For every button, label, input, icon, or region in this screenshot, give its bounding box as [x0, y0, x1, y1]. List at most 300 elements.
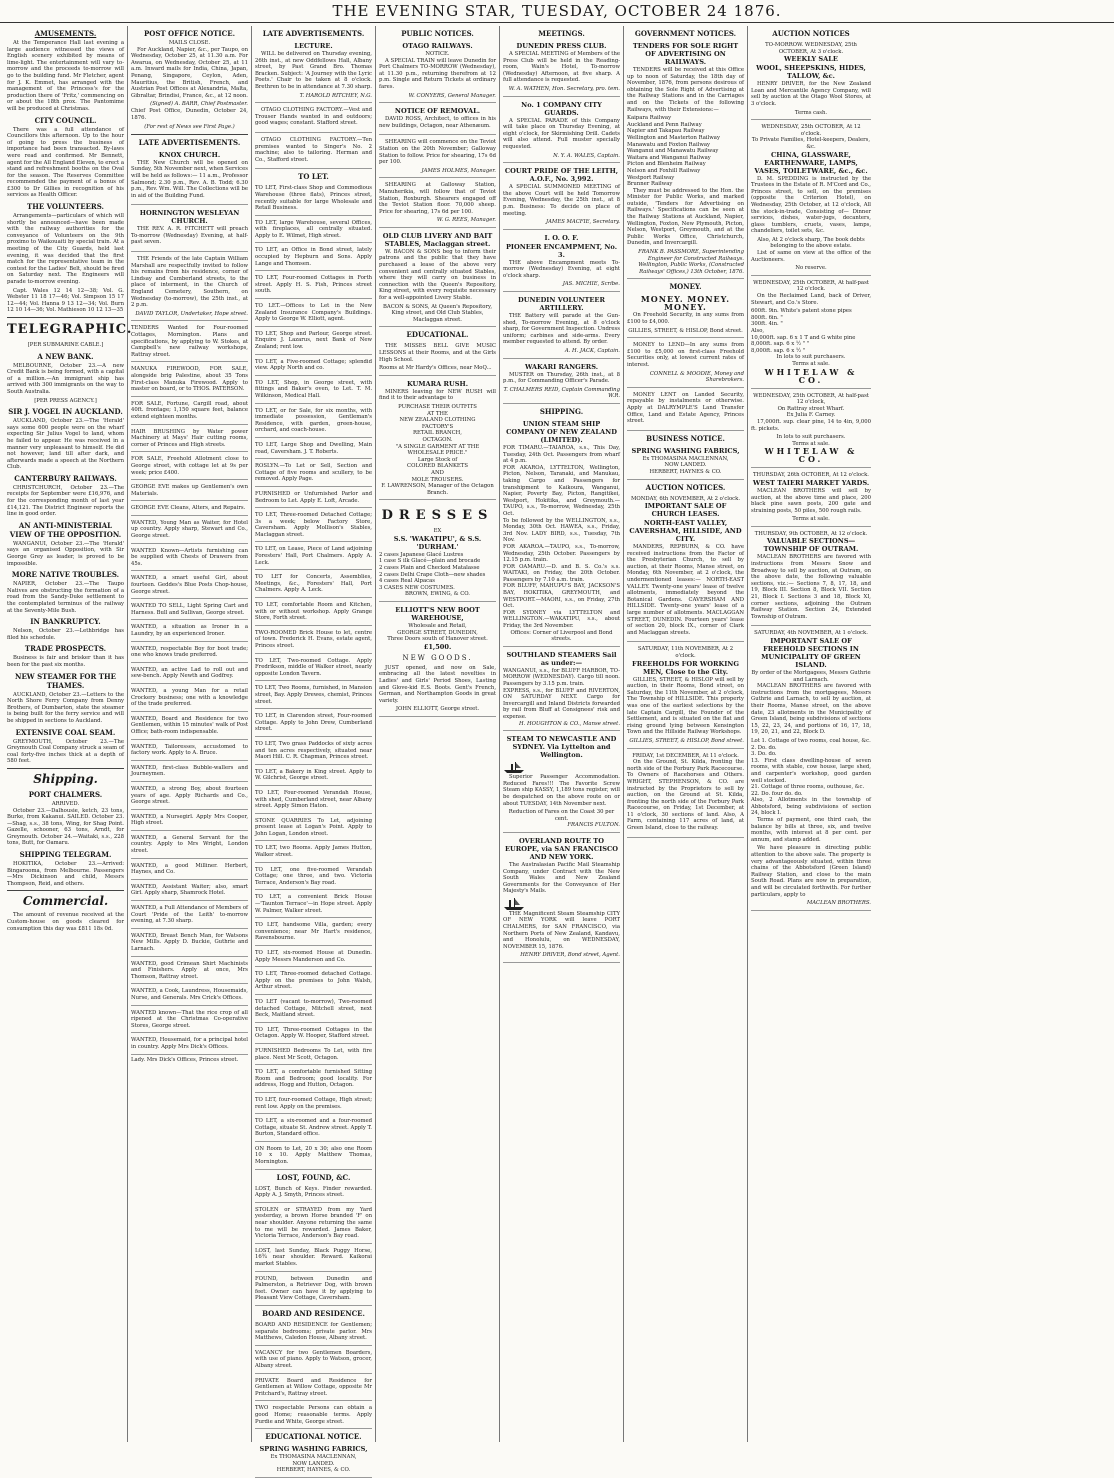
advert — [503, 835, 620, 963]
small-advert: WANTED, Tailoresses, accustomed to factory work. Apply to A. Bruce. — [131, 742, 248, 761]
advert-heading: VALUABLE SECTIONS—TOWNSHIP OF OUTRAM. — [763, 537, 859, 554]
sailing-item: FOR TIMARU.—TAIAROA, s.s., This Day, Tuesday, 24th Oct. Passengers from wharf at 4 p.m. — [503, 445, 620, 465]
small-advert: GEORGE EVE makes up Gentlemen's own Materials. — [131, 482, 248, 501]
advert-text: GEORGE STREET, DUNEDIN, — [397, 629, 478, 636]
source-note: [PER SUBMARINE CABLE.] — [27, 341, 104, 348]
section-heading: BUSINESS NOTICE. — [646, 433, 725, 443]
advert-text: A SPECIAL PARADE of this Company will take place on Thursday Evening, at eight o'clock, for Skirmishing Drill. Cadets will also attend. Full muster specially requested. — [503, 117, 620, 150]
advert-text: THE Battery will parade at the Gun-shed, To-morrow Evening, at 8 o'clock sharp, for Government Inspection. Undress uniform; carbines and side-arms. Every member requested to attend. By order. — [503, 313, 620, 346]
advert — [131, 149, 248, 206]
advert-text: On Rattray street Wharf. — [777, 405, 845, 412]
signature: T. HAROLD RITCHEY, N.G. — [299, 92, 372, 99]
advert — [379, 604, 496, 717]
advert-heading: WEEKLY SALE — [784, 55, 838, 64]
kumara-line: "A SINGLE GARMENT AT THE — [395, 443, 480, 450]
signature: F. LAWRENSON, Manager of the Octagon Branch. — [381, 483, 494, 496]
advert-text: Terms of payment, one third cash, the balance by bills at three, six, and twelve months, with interest at 8 per cent. per annum, and stamp added. — [751, 817, 871, 843]
advert — [503, 99, 620, 164]
advert-text: List of same on view at the office of the Auctioneers. — [751, 250, 871, 263]
article-text: The amount of revenue received at the Custom-house on goods cleared for consumption this day was £811 18s 0d. — [7, 912, 124, 932]
advert-text: Ex THOMASINA MACLENNAN, — [270, 1454, 357, 1461]
advert-date: THURSDAY, 26th OCTOBER, At 12 o'clock. — [753, 472, 869, 479]
advert-heading: IMPORTANT SALE OF FREEHOLD SECTIONS IN MUNICIPALITY OF GREEN ISLAND. — [761, 637, 861, 669]
advert-text: 17,000ft. sup. clear pine, 14 to 4in, 9,000 ft. pickets. — [751, 418, 871, 432]
timber-item: 10,000ft. sap. 6 x 1 T and G white pine — [751, 334, 856, 341]
advert — [751, 529, 871, 627]
small-advert: MANUKA FIREWOOD, FOR SALE, alongside brig Palestine, about 35 Tons First-class Manuka Firewood. Apply to master on board, or to THOS. PATERSON. — [131, 364, 248, 396]
advert — [379, 230, 496, 328]
advert — [751, 40, 871, 120]
dress-items — [379, 552, 496, 592]
to-let-advert: TO LET, Two-roomed Cottage. Apply Fredrikson, middle of Walker street, nearly opposite London Tavern. — [255, 656, 372, 682]
kumara-line: FACTORY'S — [421, 423, 454, 430]
signature: H. HOUGHTON & CO., Manse street. — [519, 720, 620, 727]
advert-heading: STEAM TO NEWCASTLE AND SYDNEY. Via Lyttelton and Wellington. — [506, 735, 617, 760]
advert-text: TENDERS will be received at this Office up to noon of Saturday, the 18th day of November, 1876, from persons desirous of obtaining the Sole Right of Advertising at the Railway Stations and in the Carriages and on the Tickets of the following Railways, with their Extensions:— — [627, 67, 744, 113]
advert-text: D. M. SPEDDING is instructed by the Trustees in the Estate of R. M'Cord and Co., Princes street, to sell, on the premises (opposite the Criterion Hotel), on Wednesday, 25th October, at 12 o'clock, All the stock-in-trade, Consisting of— Dinner services, dishes, water-jugs, decanters, glass tumblers, cruets, vases, lamps, chandeliers, toilet sets, &c. — [751, 175, 871, 235]
board-list — [255, 1320, 372, 1429]
article-text: October 23.—Dalhousie, ketch, 23 tons, Burke, from Kakanui. SAILED. October 23.—Shag, s.s., 38 tons, Wing, for Shag Point. Gazelle, schooner, 63 tons, Arndt, for Greymouth. October 24.—Waitaki, s.s., 228 tons, Butt, for Oamaru. — [7, 807, 124, 847]
subheading: SIR J. VOGEL IN AUCKLAND. — [8, 407, 123, 417]
article-text: At the Temperance Hall last evening a large audience witnessed the views of English scenery exhibited by means of lime-light. The entertainment will vary to-morrow and the proceeds to-morrow will go to the building fund. Mr Fletcher, agent for J. K. Emmet, has arranged with the management of the Princess's for the production there of 'Fritz,' commencing on or about the 18th prox. The Pantomime will be produced at Christmas. — [7, 40, 124, 112]
timber-item: Also, — [751, 328, 765, 334]
dress-item: 3 CASES NEW COSTUMES. — [379, 584, 455, 591]
advert-heading: SPRING WASHING FABRICS, — [259, 1445, 368, 1454]
dress-item: 2 cases Plain and Checked Matalasse — [379, 565, 480, 572]
section-heading: PUBLIC NOTICES. — [401, 29, 474, 38]
advert-text: MACLEAN BROTHERS are favored with instructions from Messrs Snow and Broadway to sell by auction, at Outram, on the above date, the following valuable sections, viz.:— Sections 7, 8, 17, 18, and 19, Block III. Section 8, Block VII. Section 21, Block I. Sections 3 and 18, Block XI, corner sections, adjoining the Outram Railway Station. Section 24, Extended Township of Outram. — [751, 554, 871, 620]
signature: JAMES MACFIE, Secretary. — [545, 219, 620, 226]
divider — [7, 890, 124, 891]
steamship-icon — [503, 760, 525, 774]
article-text: HOKITIKA, October 23.—Arrived: Bingarooma, from Melbourne. Passengers—Mrs Dickinson and child, Messrs Thompson, Reid, and others. — [7, 861, 124, 887]
to-let-advert: ROSLYN.—To Let or Sell, Section and Cottage of five rooms and scullery, to be removed. Apply Page. — [255, 461, 372, 487]
advert-text: On Freehold Security, in any sums from £100 to £4,000. — [627, 312, 744, 325]
score-table: Capt. Wales 12 14 12—38; Vol. G. Webster 11 18 17—46; Vol. Simpson 15 17 12—44; Vol. Hanna 9 13 12—34; Vol. Burn 12 10 14—36; Vol. Mathieson 10 12 13—35 — [7, 287, 124, 314]
advert-date: SATURDAY, 4th NOVEMBER, At 1 o'clock. — [754, 630, 868, 637]
railway-item: Napier and Takapau Railway — [627, 128, 705, 135]
subheading: EXTENSIVE COAL SEAM. — [15, 727, 116, 737]
to-let-advert: TO LET, Shop and Parlour, George street. Enquire J. Lazarus, next Bank of New Zealand; rent low. — [255, 329, 372, 355]
advert-heading: WEST TAIERI MARKET YARDS. — [752, 478, 870, 487]
advert-text: Three Doors south of Hanover street. — [387, 636, 488, 643]
sailing-item: FOR AKAROA.—TAUPO, s.s., To-morrow, Wednesday, 25th October. Passengers by 12.15 p.m. train. — [503, 543, 620, 564]
advert-heading: SPRING WASHING FABRICS, — [631, 446, 740, 455]
to-let-list — [255, 183, 372, 1169]
kumara-line: COLORED BLANKETS — [407, 463, 468, 470]
to-let-advert: TO LET for Concerts, Assemblies, Meetings, &c., Foresters' Hall, Port Chalmers. Apply A. Leck. — [255, 572, 372, 598]
article-text: AUCKLAND, October 23.—Letters to the North Shore Ferry Company from Denny Brothers, of Dumbarton, state the steamer is being built for the ferry service and will be shipped in sections to Auckland. — [7, 691, 124, 724]
advert-text: JUST opened, and now on Sale, embracing all the latest novelties in Ladies' and Girls' Period Shoes, Lasting and Glove-kid E.S. Boots. Gent's French, German, and Northampton Goods in great variety. — [379, 664, 496, 704]
to-let-advert: TO LET, Three-roomed Cottages in the Octagon. Apply W. Hooper, Stafford street. — [255, 1025, 372, 1044]
advert-heading: SOUTHLAND STEAMERS Sail as under:— — [506, 650, 617, 667]
railway-item: Wanganui and Manawatu Railway — [627, 148, 719, 155]
article-text: GREYMOUTH, October 23.—The Greymouth Coal Company struck a seam of coal forty-five inches thick at a depth of 580 feet. — [7, 738, 124, 765]
dress-item: 2 cases Japanese Glacé Lustres — [379, 551, 464, 558]
lot-item: 21. Cottage of three rooms, outhouse, &c. — [751, 784, 865, 791]
kumara-lines — [379, 404, 496, 483]
advert-date: SATURDAY, 11th NOVEMBER, At 2 o'clock. — [637, 646, 734, 659]
advert — [503, 40, 620, 97]
small-advert: WANTED known—That the rice crop of all ripened at the Christmas Co-operative Stores, George street. — [131, 1008, 248, 1034]
lot-item: Also, 2 Allotments in the township of Abbotsford, being subdivisions of section 24, block I. — [751, 797, 871, 817]
subheading: TRADE PROSPECTS. — [24, 644, 107, 654]
advert-text: OTAGO CLOTHING FACTORY.—Ten premises wanted to Singer's No. 2 machine; also to tailoring. Herman and Co., Stafford street. — [255, 136, 372, 163]
railway-item: Kaipara Railway — [627, 115, 672, 122]
lot-item: 3. Do. do. — [751, 751, 777, 758]
signature: JAMES HOLMES, Manager. — [421, 167, 496, 174]
advert-text: Also, At 2 o'clock sharp, The book debts belonging to the above estate. — [757, 236, 865, 250]
telegraphic-heading: TELEGRAPHIC. — [7, 321, 133, 337]
advert — [503, 361, 620, 404]
small-advert: WANTED Known—Artists furnishing can be supplied with Chests of Drawers from 45s. — [131, 546, 248, 572]
advert — [627, 293, 744, 338]
kumara-line: OCTAGON. — [422, 436, 453, 443]
advert-text: Ex THOMASINA MACLENNAN, — [642, 455, 729, 462]
railway-item: Picton and Blenheim Railway — [627, 161, 706, 168]
advert-text: THE above Encampment meets To-morrow (Wednesday) Evening, at eight o'clock sharp. — [503, 259, 620, 279]
advert-text: THE New Church will be opened on Sunday, 5th November next, when Services will be held as follows:— 11 a.m., Professor Salmond; 2.30 p.m., Rev. A. B. Todd; 6.30 p.m., Rev. Wm. Will. The Collections will be in aid of the Building Fund. — [131, 159, 249, 199]
advert — [503, 418, 620, 647]
column-4 — [376, 26, 500, 1442]
advert — [751, 278, 871, 389]
lot-item: 13. First class dwelling-house of seven rooms, with stable, cow house, large shed, and carpenter's workshop, good garden well stocked. — [751, 757, 871, 784]
section-heading: POST OFFICE NOTICE. — [143, 29, 236, 38]
railway-item: Auckland and Penn Railway — [627, 121, 702, 128]
advert-text: MINERS leaving for NEW RUSH will find it to their advantage to — [379, 388, 496, 402]
advert-text: MONEY to LEND—In any sums from £100 to £5,000 on first-class Freehold Securities only, at lowest current rates of interest. — [627, 342, 744, 368]
advert-date: THURSDAY, 9th OCTOBER, At 12 o'clock. — [754, 530, 868, 537]
board-advert: PRIVATE Board and Residence for Gentlemen at Willow Cottage, opposite Mr Pritchard's, Rattray street. — [255, 1376, 372, 1402]
small-advert: WANTED, Young Man as Waiter, for Hotel up country. Apply sharp, Stewart and Co., George street. — [131, 518, 248, 544]
to-let-advert: TO LET, Two Rooms, furnished, in Mansion street, Bay. Apply Drewes, chemist, Princes street. — [255, 683, 372, 709]
signature: HERBERT, HAYNES & CO. — [649, 468, 722, 475]
advert-text: Terms at sale. — [792, 440, 830, 447]
column-7 — [748, 26, 1110, 1442]
sailing-item: FOR BLUFF, MAHUPU'S BAY, JACKSON'S BAY, HOKITIKA, GREYMOUTH, and WESTPORT.—MAORI, s.s., on Friday, 27th Oct. — [503, 583, 620, 610]
article-text: CHRISTCHURCH, October 23.—The receipts for September were £16,976, and for the corresponding month of last year £14,121. The District Engineer reports the line in good order. — [7, 484, 124, 518]
to-let-advert: TO LET, an Office in Bond street, lately occupied by Hepburn and Sons. Apply Lange and Thomsen. — [255, 245, 372, 271]
kumara-line: RETAIL BRANCH, — [413, 430, 462, 437]
signature: Chief Post Office, Dunedin, October 24, 1876. — [131, 107, 248, 121]
kumara-line: Large Stock of — [417, 456, 458, 463]
board-advert: VACANCY for two Gentlemen Boarders, with use of piano. Apply to Watson, grocer, Albany street. — [255, 1348, 372, 1374]
advert-text: Superior Passenger Accommodation. Reduced Fares!!! The Favorite Screw Steam ship KASSY, 1,189 tons register, will be despatched on the above route on or about TUESDAY, 14th November next. — [503, 774, 620, 807]
advert-heading: ELLIOTT'S NEW BOOT WAREHOUSE, — [395, 606, 480, 623]
commercial-heading: Commercial. — [22, 894, 109, 909]
advert-text: No reserve. — [795, 265, 827, 272]
railway-list — [627, 115, 744, 188]
signature: W. CONYERS, General Manager. — [408, 92, 496, 99]
signature: BACON & SONS, At Queen's Repository, King street, and Old Club Stables, Maclaggan street. — [382, 303, 493, 323]
to-let-advert: TO LET.—Offices to Let in the New Zealand Insurance Company's Buildings. Apply to George W. Elliott, agent. — [255, 301, 372, 327]
timber-list — [751, 308, 871, 354]
board-advert: BOARD AND RESIDENCE for Gentlemen; separate bedrooms; private parlor. Mrs Matthews, Caledon House, Albany street. — [255, 1320, 372, 1346]
small-ads — [131, 323, 248, 1054]
to-let-advert: TO LET, Shop, in George street, with fittings and Baker's oven, to Let. T. M. Wilkinson, Medical Hall. — [255, 378, 372, 404]
advert-text: On the Ground, St. Kilda, fronting the north side of the Forbury Park Racecourse. To Owners of Racehorses and Others. WRIGHT, STEPHENSON, & CO. are instructed by the Proprietors to sell by auction, on the Ground at St. Kilda, fronting the north side of the Forbury Park Racecourse, on Friday, 1st December, at 11 o'clock, 30 sections of land. Also, A Farm, containing 117 acres of land, at Green Island, close to the railway. — [627, 759, 744, 832]
advert-text: Offices: Corner of Liverpool and Bond streets. — [510, 629, 613, 643]
sailing-item: WANGANUI, s.s., for BLUFF HARBOR, TO-MORROW (WEDNESDAY). Cargo till noon. Passengers by 3.15 p.m. train. — [503, 667, 620, 687]
small-advert: GEORGE EVE Cleans, Alters, and Repairs. — [131, 503, 248, 516]
dress-item: 1 case S ilk Glacé—plain and brocade — [379, 558, 481, 565]
article-text: Business is fair and brisker than it has been for the past six months. — [7, 655, 124, 668]
advert-heading: KNOX CHURCH. — [158, 150, 221, 159]
advert-date: WEDNESDAY, 25th OCTOBER, At half-past 12 o'clock. — [753, 279, 869, 293]
advert-text: Lady. Mrs Dick's Offices, Princes street. — [131, 1056, 239, 1063]
advert-text: DAVID ROSS, Architect, to offices in his new buildings, Octagon, near Athenæum. — [379, 116, 496, 129]
to-let-advert: TO LET, or for Sale, for six months, with immediate possession, Gentleman's Residence, with garden, green-house, orchard, and coach-house. — [255, 406, 372, 438]
advert — [255, 40, 372, 103]
to-let-advert: TWO-ROOMED Brick House to let, centre of town. Frederick H. Evans, estate agent, Princes street. — [255, 628, 372, 654]
to-let-advert: TO LET, Three-roomed Detached Cottage; 3s a week; below Factory Store, Caversham. Apply Mollison's Stables, Maclaggan street. — [255, 510, 372, 542]
signature: BROWN, EWING, & CO. — [405, 591, 470, 598]
section-heading: TO LET. — [298, 172, 329, 182]
advert-heading: I. O. O. F. — [544, 233, 579, 242]
to-let-advert: FURNISHED or Unfurnished Parlor and Bedroom to Let. Apply E. Loft, Arcade. — [255, 489, 372, 508]
sailing-item: FOR SYDNEY via LYTTELTON and WELLINGTON.—WAKATIPU, s.s., about Friday, the 3rd November. — [503, 609, 620, 630]
advert-text: We have pleasure in directing public attention to the above sale. The property is very advantageously situated, within three chains of the Abbotsford (Green Island) Railway Station, and close to the main South Road. Plans are now in preparation, and will be circulated forthwith. For further particulars, apply to — [751, 845, 871, 898]
section-heading: AMUSEMENTS. — [34, 29, 97, 38]
signature: CONNELL & MOODIE, Money and Sharebrokers. — [649, 370, 744, 384]
advert-heading: IMPORTANT SALE OF CHURCH LEASES. — [644, 502, 727, 519]
to-let-advert: FURNISHED Bedrooms To Let, with fire place. Next Mr Scott, Octagon. — [255, 1046, 372, 1065]
section-heading: AUCTION NOTICES — [772, 29, 850, 38]
section-heading: LOST, FOUND, &C. — [276, 1172, 351, 1182]
advert-heading: OVERLAND ROUTE TO EUROPE, via SAN FRANCISCO AND NEW YORK. — [504, 836, 619, 861]
signature: FRANCIS FULTON. — [567, 822, 620, 829]
to-let-advert: STONE QUARRIES To Let, adjoining present lease at Logan's Point. Apply to John Logan, London street. — [255, 816, 372, 842]
section-heading: SHIPPING. — [539, 407, 584, 416]
auctioneer-name: WHITELAW & CO. — [764, 366, 858, 385]
advert-text: In lots to suit purchasers. — [776, 434, 846, 441]
masthead-title: THE EVENING STAR, TUESDAY, OCTOBER 24 1876. — [332, 2, 782, 20]
advert-text: THE Magnificent Steam Steamship CITY OF NEW YORK will leave PORT CHALMERS, for SAN FRANCISCO, via Northern Ports of New Zealand, Kandavu, and Honolulu, on WEDNESDAY, NOVEMBER 15, 1876. — [503, 910, 620, 950]
advert-text: SHEARING will commence on the Teviot Station on the 20th November; Galloway Station to follow. Price for shearing, 17s 6d per 100. — [379, 139, 496, 166]
advert-date: WEDNESDAY, 25th OCTOBER, At half-past 12 o'clock, — [753, 392, 869, 406]
timber-item: 600ft. 9in. White's patent stone pipes — [751, 308, 852, 315]
advert — [627, 340, 744, 388]
subheading: IN BANKRUPTCY. — [30, 617, 101, 627]
lot-item: Lot 1. Cottage of two rooms, coal house, &c. — [751, 737, 871, 744]
subheading: A NEW BANK. — [37, 351, 94, 361]
to-let-advert: TO LET, First-class Shop and Commodious Warehouse (three flats), Princes street, recently suitable for large Wholesale and Retail Business. — [255, 183, 372, 215]
small-advert: WANTED, a situation as Ironer in a Laundry, by an experienced Ironer. — [131, 622, 248, 641]
to-let-advert: TO LET, large Warehouse, several Offices, with fireplaces, all centrally situated. Apply to E. Wilmet, High street. — [255, 218, 372, 244]
advert-heading: S.S. 'WAKATIPU', & S.S. 'DURHAM.' — [393, 534, 482, 551]
advert — [379, 137, 496, 178]
subheading: PORT CHALMERS. — [28, 789, 103, 799]
signature: JAS. MICHIE, Scribe. — [562, 281, 620, 288]
signature: MACLEAN BROTHERS. — [806, 900, 871, 907]
advert-date: WEDNESDAY, 25th OCTOBER, At 12 o'clock. — [761, 124, 861, 137]
section-heading: EDUCATIONAL. — [406, 330, 469, 340]
small-advert: WANTED, Housemaid, for a principal hotel in country. Apply Mrs Dick's Offices. — [131, 1035, 248, 1054]
advert — [379, 40, 496, 103]
advert — [627, 751, 744, 838]
article-text: NAPIER, October 23.—The Taupo Natives are obstructing the formation of a road from the Sandy-Duke settlement to the contemplated terminus of the railway at the Seventy-Mile Bush. — [7, 581, 124, 614]
advert — [503, 733, 620, 833]
advert-text: To Private Families, Hotel-keepers, Dealers, &c. — [751, 137, 871, 150]
advert — [379, 105, 496, 135]
advert — [751, 391, 871, 469]
timber-item: 8,000ft. sap. 6 x ½ " " — [751, 341, 810, 348]
advert — [503, 294, 620, 359]
to-let-advert: TO LET, handsome Villa, garden; every convenience; near Mr Hart's residence, Ravensbourne. — [255, 920, 372, 946]
lost-found-advert: LOST, Bunch of Keys. Finder rewarded. Apply A. J. Smyth, Princes street. — [255, 1184, 372, 1203]
advert — [627, 40, 744, 279]
advert — [503, 649, 620, 731]
lost-found-advert: STOLEN or STRAYED from my Yard yesterday, a brown Horse branded 'F' on near shoulder. Anyone returning the same to me will be rewarded. James Baker, Victoria Terrace, Anderson's Bay road. — [255, 1205, 372, 1244]
small-advert: HAIR BRUSHING by Water power Machinery at Mays' Hair cutting rooms, corner of Princes and High streets. — [131, 427, 248, 453]
steamship-icon — [503, 897, 525, 911]
advert-heading: WOOL, SHEEPSKINS, HIDES, TALLOW, &c. — [756, 64, 866, 81]
advert-heading: FREEHOLDS FOR WORKING MEN, Close to the City. — [632, 659, 739, 676]
newspaper-columns — [4, 26, 1110, 1474]
small-advert: WANTED, a strong Boy, about fourteen years of age. Apply Richards and Co., George street. — [131, 784, 248, 810]
lost-found-advert: LOST, last Sunday, Black Puggy Horse, 16¾ near shoulder. Reward. Kaikorai market Stables. — [255, 1246, 372, 1272]
advert-text: NOW LANDED. — [664, 462, 707, 469]
advert-heading: DUNEDIN PRESS CLUB. — [516, 42, 607, 50]
advert — [131, 207, 248, 252]
to-let-advert: TO LET, a Five-roomed Cottage; splendid view. Apply North and co. — [255, 357, 372, 376]
to-let-advert: TO LET, six-roomed House at Dunedin. Apply Messrs Manderson and Co. — [255, 948, 372, 967]
signature: W. G. REES, Manager. — [436, 217, 496, 224]
advert-text: OTAGO CLOTHING FACTORY.—Vest and Trouser Hands wanted in and outdoors; good wages; constant. Stafford street. — [255, 107, 372, 127]
column-6 — [624, 26, 748, 1442]
timber-item: 8,000ft. sap. 6 x ½ " — [751, 347, 806, 354]
sailing-item: FOR AKAROA, LYTTELTON, Wellington, Picton, Nelson, Taranaki, and Manukau, taking Cargo and Passengers for transhipment to Kaikoura, Wanganui, Napier, Poverty Bay, Picton, Rangitikei, Westport, Hokitika, and Greymouth.—TAUPO, s.s., To-morrow, Wednesday, 25th Oct. — [503, 464, 620, 517]
small-advert: WANTED, a Full Attendance of Members of Court 'Pride of the Leith' to-morrow evening, at 7.30 sharp. — [131, 903, 248, 929]
article-text: AUCKLAND, October 23.—The 'Herald' says some 600 people were on the wharf expecting Sir Julius Vogel to land, whom he failed to appear. He was received in a manner very unpleasant to himself. He did not however, land till after dark, and afterwards made a speech at the Northern Club. — [7, 418, 124, 471]
advert — [627, 494, 744, 643]
lost-found-advert: FOUND, between Dunedin and Palmerston, a Retriever Dog, with brown feet. Owner can have it by applying to Pleasant View Cottage, Caversham. — [255, 1274, 372, 1306]
signature: DAVID TAYLOR, Undertaker, Hope street. — [135, 310, 248, 317]
advert — [751, 628, 871, 910]
advert-text: Reduction of Fares on the Coast 30 per cent. — [508, 809, 615, 822]
section-heading: CITY COUNCIL. — [34, 115, 97, 125]
kumara-line: PURCHASE THEIR OUTFITS — [398, 403, 477, 410]
news-note: (For rest of News see First Page.) — [144, 124, 235, 131]
subheading: CANTERBURY RAILWAYS. — [14, 473, 117, 483]
advert-text: MACLEAN BROTHERS are favored with instructions from the mortgagees, Messrs Guthrie and Larnach, to sell by auction, at their Rooms, Manse street, on the above date, 23 allotments in the Municipality of Green Island, being subdivisions of sections 15, 22, 23, 24, and portions of 16, 17, 18, 19, 20, 21, and 22, Block D. — [751, 683, 871, 736]
article-text: WANGANUI, October 23.—The 'Herald' says an organised Opposition, with Sir George Grey as leader, is proved to be impossible. — [7, 540, 124, 567]
small-advert: WANTED, a Cook, Laundress, Housemaids, Nurse, and Generals. Mrs Crick's Offices. — [131, 986, 248, 1005]
to-let-advert: TO LET, a convenient Brick House—'Taunton Terrace'—in Hope street. Apply W. Palmer, Walker street. — [255, 892, 372, 918]
advert — [379, 341, 496, 375]
advert-text: NOW LANDED. — [292, 1460, 335, 1467]
to-let-advert: TO LET, a Bakery in King street. Apply to W. Gilchrist, George street. — [255, 767, 372, 786]
section-heading: MEETINGS. — [538, 29, 585, 38]
small-advert: WANTED TO SELL, Light Spring Cart and Harness. Bull and Sullivan, George street. — [131, 601, 248, 620]
advert-text: By order of the Mortgagees, Messrs Guthrie and Larnach. — [751, 670, 871, 683]
advert — [255, 1443, 372, 1478]
advert-text: MONEY LENT on Landed Security, repayable by instalments or otherwise. Apply at DALRYMPLE'S Land Transfer Office, Land and Estate Agency, Princes street. — [627, 391, 744, 425]
advert-text: THE REV. A. R. FITCHETT will preach To-morrow (Wednesday) Evening, at half-past seven. — [131, 226, 248, 246]
advert-text: A SPECIAL TRAIN will leave Dunedin for Port Chalmers TO-MORROW (Wednesday), at 11.30 p.m., returning therefrom at 12 p.m. Single and Return Tickets at ordinary fares. — [379, 57, 496, 90]
advert-heading: No. 1 COMPANY CITY GUARDS. — [521, 100, 602, 117]
divider — [7, 768, 124, 769]
small-advert: WANTED, first-class Bubble-wallers and Journeymen. — [131, 763, 248, 782]
advert-text: WILL be delivered on Thursday evening, 26th inst., at new Oddfellows Hall, Albany street, by Past Grand Bro. Thomas Bracken. Subject: 'A Journey with the Lyric Poets.' Chair to be taken at 8 o'clock. Brethren to be in attendance at 7.30 sharp. — [255, 51, 372, 90]
label: MAILS CLOSE. — [168, 40, 211, 46]
advert-text: Terms at sale. — [792, 360, 830, 367]
advert — [131, 254, 248, 321]
timber-item: 800ft. 6in. " — [751, 314, 783, 321]
dress-item: 2 cases Delhi Crape Cloth—new shades — [379, 571, 486, 578]
advert-heading: OLD CLUB LIVERY AND BAIT STABLES, Maclaggan street. — [382, 231, 493, 248]
advert-date: FRIDAY, 1st DECEMBER, At 11 o'clock. — [632, 752, 739, 759]
to-let-advert: TO LET, one five-roomed Verandah Cottage; one three, and two. Victoria Terrace, Anderson's Bay road. — [255, 865, 372, 891]
label: EX — [433, 528, 442, 535]
advert-heading: COURT PRIDE OF THE LEITH, A.O.F., No. 3,992. — [504, 167, 619, 184]
railway-item: Westport Railway — [627, 174, 675, 181]
advert-text: HENRY DRIVER, for the New Zealand Loan and Mercantile Agency Company, will sell by auction at the Otago Wool Stores, at 3 o'clock. — [751, 81, 871, 107]
signature: GILLIES, STREET, & HISLOP, Bond street. — [628, 327, 743, 334]
advert-text: THE Friends of the late Captain William Marshall are respectfully invited to follow his remains from his residence, corner of Lindsay and Cumberland streets, to the place of interment, in the Church of England Cemetery, Southern, on Wednesday (to-morrow), the 25th inst., at 2 p.m. — [131, 256, 248, 309]
subheading: MORE NATIVE TROUBLES. — [11, 570, 120, 580]
section-heading: LATE ADVERTISEMENTS. — [262, 29, 365, 38]
lot-list — [751, 738, 871, 817]
advert-heading: MONEY. MONEY. MONEY. — [640, 294, 731, 313]
column-5 — [500, 26, 624, 1442]
kumara-line: WHOLESALE PRICE." — [407, 450, 468, 457]
small-advert: WANTED, Breast Bench Man, for Watsons New Mills. Apply D. Buckie, Guthrie and Larnach. — [131, 931, 248, 957]
small-advert: WANTED, an active Lad to roll out and sew-bench. Apply Newth and Godfrey. — [131, 665, 248, 684]
lot-item: 2. Do. do. — [751, 744, 777, 751]
advert-heading: CHINA, GLASSWARE, EARTHENWARE, LAMPS, VASES, TOILETWARE, &c., &c. — [754, 150, 868, 175]
advert — [503, 165, 620, 230]
advert-text: Ex Julia F. Carney. — [786, 412, 836, 419]
advert-heading: DUNEDIN VOLUNTEER ARTILLERY. — [518, 296, 605, 313]
to-let-advert: TO LET, in Clarendon street, Four-roomed Cottage. Apply to John Drew, Cumberland street. — [255, 711, 372, 737]
to-let-advert: ON Room to Let, 20 x 30; also one Room 10 x 10. Apply Matthew Thomas, Mornington. — [255, 1144, 372, 1170]
railway-item: Manawatu and Foxton Railway — [627, 141, 711, 148]
advert-heading: TENDERS FOR SOLE RIGHT OF ADVERTISING ON RAILWAYS. — [632, 42, 739, 66]
advert — [503, 232, 620, 292]
timber-item: 300ft. 4in. " — [751, 321, 783, 328]
small-advert: WANTED, Assistant Waiter; also, smart Girl. Apply sharp, Shamrock Hotel. — [131, 882, 248, 901]
advert — [379, 180, 496, 228]
label: ARRIVED. — [51, 800, 80, 807]
article-text: Nelson, October 23.—Lethbridge has filed his schedule. — [7, 628, 124, 641]
advert-text: They must be addressed to the Hon. the Minister for Public Works, and marked outside, 'Tenders for Advertising on Railways.' Specifications can be seen at the Railway Stations at Auckland, Napier, Wellington, Foxton, New Plymouth, Picton, Nelson, Westport, Greymouth, and at the Public Works Office, Christchurch, Dunedin, and Invercargill. — [627, 187, 744, 247]
advert-heading: £1,500. — [423, 642, 452, 651]
lost-found-list — [255, 1184, 372, 1306]
small-advert: WANTED, a young Man for a retail Crockery business; one with a knowledge of the trade preferred. — [131, 686, 248, 712]
article-text: Arrangements—particulars of which will shortly be announced—have been made with the railway authorities for the conveyance of Volunteers on the 9th proximo to Waikouaiti by special train. At a meeting of the City Guards, held last evening, it was decided that the first match for the representative team in the contest for the Ladies' Belt, should be fired on Saturday next. The Engineers will parade to-morrow evening. — [7, 213, 124, 285]
advert — [255, 135, 372, 169]
shipping-heading: Shipping. — [33, 771, 98, 786]
to-let-advert: TO LET, a comfortable furnished Sitting Room and Bedroom; good locality. For address, Hogg and Hutton, Octagon. — [255, 1067, 372, 1093]
to-let-advert: TO LET, Two grass Paddocks of sixty acres and ten acres respectively, situated near Maori Hill. C. R. Chapman, Princes street. — [255, 739, 372, 765]
railway-item: Brunner Railway — [627, 181, 673, 188]
advert-text: MACLEAN BROTHERS will sell by auction, at the above time and place, 200 black pine sawn posts, 200 gate and straining posts, 50 piles, 500 rough rails. — [751, 487, 871, 514]
advert-text: THE MISSES BELL GIVE MUSIC LESSONS at their Rooms, and at the Girls High School. — [379, 343, 496, 363]
advert-heading: NEW GOODS. — [402, 653, 473, 662]
advert — [751, 122, 871, 276]
lot-item: 22. Do. four do. do. — [751, 790, 803, 797]
label: NOTICE. — [425, 51, 450, 57]
advert-text: W. BACON & SONS beg to inform their patrons and the public that they have purchased a lease of the above very convenient and centrally situated Stables, where they will carry on business in connection with the Queen's Repository, King street, with every requisite necessary for a well-appointed Livery Stable. — [379, 248, 496, 302]
advert-date: MONDAY, 6th NOVEMBER, At 2 o'clock. — [630, 495, 741, 502]
masthead — [0, 0, 1114, 23]
advert-heading: HORNINGTON WESLEYAN CHURCH. — [139, 209, 240, 226]
advert-text: The Australasian Pacific Mail Steamship Company, under Contract with the New South Wales and New Zealand Governments for the Conveyance of Her Majesty's Mails. — [503, 861, 620, 895]
signature: JOHN ELLIOTT, George street. — [395, 706, 480, 713]
column-3 — [252, 26, 376, 1474]
article-text: MELBOURNE, October 23.—A new Credit Bank is being formed, with a capital of a million.—An immigrant ship has arrived with 300 immigrants on the way to South Australia. — [7, 362, 124, 395]
